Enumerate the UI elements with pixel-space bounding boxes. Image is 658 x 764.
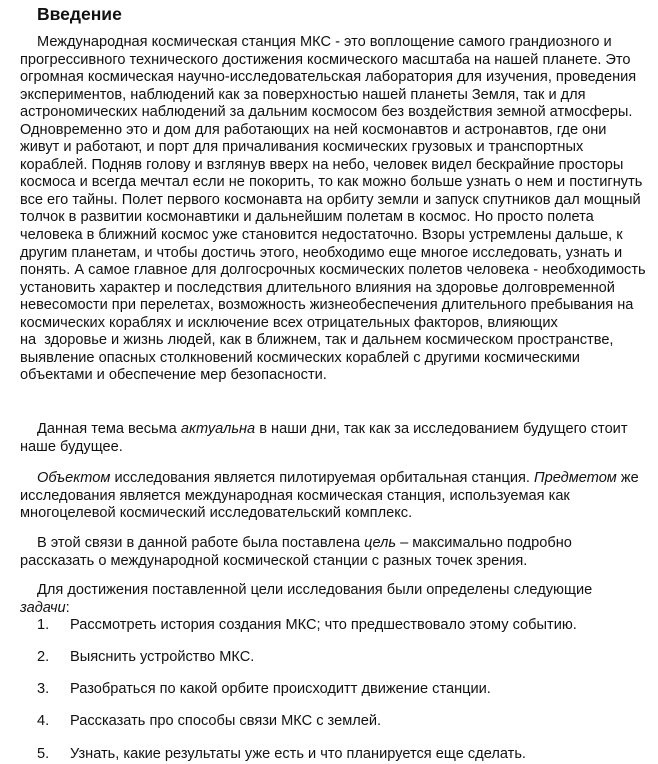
- text-line: Одновременно это и дом для работающих на ней космонавтов и астронавтов, где они: [20, 121, 607, 138]
- task-item-2: [37, 649, 254, 667]
- text-line: невесомости при перелетах, возможность жизнеобеспечения длительного пребывания на: [20, 297, 634, 314]
- text-line: [20, 488, 658, 506]
- text-segment: же: [616, 470, 639, 486]
- text-line: огромная космическая научно-исследовательская лаборатория для изучения, проведения: [20, 69, 637, 86]
- text-line: все его тайны. Полет первого космонавта на орбиту земли и запуск спутников дал мощный: [20, 191, 641, 208]
- emphasis-text: Объектом: [37, 470, 111, 486]
- text-segment: рассказать о международной космической станции с разных точек зрения.: [20, 552, 528, 569]
- text-line: [20, 553, 658, 571]
- task-text: Рассмотреть история создания МКС; что предшествовало этому событию.: [70, 617, 577, 633]
- task-number: 5.: [37, 746, 50, 762]
- text-line: прогрессивного технического достижения космического масштаба на нашей планете. Это: [20, 51, 631, 68]
- text-segment: Для достижения поставленной цели исследования были определены следующие: [37, 582, 593, 598]
- task-number: 1.: [37, 617, 50, 633]
- task-number: 3.: [37, 681, 50, 697]
- text-segment: исследования является пилотируемая орбитальная станция.: [110, 470, 535, 486]
- text-segment: Данная тема весьма: [37, 421, 181, 437]
- emphasis-text: Предметом: [534, 470, 617, 486]
- text-line: [20, 439, 658, 457]
- text-line: кораблей. Подняв голову и взглянув вверх на небо, человек видел бескрайние просторы: [20, 156, 624, 173]
- text-segment: наше будущее.: [20, 438, 123, 455]
- emphasis-text: актуальна: [180, 421, 256, 437]
- task-item-4: [37, 713, 381, 731]
- task-item-3: [37, 681, 491, 699]
- text-segment: :: [65, 599, 70, 616]
- text-line: объектами и обеспечение мер безопасности.: [20, 367, 327, 384]
- text-line: [20, 505, 658, 523]
- text-line: установить характер и последствия длительного влияния на здоровье долговременной: [20, 279, 615, 296]
- task-item-5: [37, 746, 526, 764]
- text-segment: исследования является международная космическая станция, используемая как: [20, 487, 570, 504]
- emphasis-text: цель: [364, 535, 397, 551]
- task-text: Рассказать про способы связи МКС с землей.: [70, 713, 382, 729]
- text-line: [20, 421, 658, 439]
- text-line: [20, 582, 658, 600]
- text-line: Международная космическая станция МКС - это воплощение самого грандиозного и: [37, 34, 612, 50]
- text-segment: – максимально подробно: [396, 535, 572, 551]
- text-line: выявление опасных столкновений космических кораблей с другими космическими: [20, 349, 580, 366]
- section-heading: Введение: [37, 4, 122, 24]
- task-item-1: [37, 617, 577, 635]
- text-line: понять. А самое главное для долгосрочных космических полетов человека - необходимость: [20, 262, 646, 279]
- text-line: [20, 470, 658, 488]
- text-segment: в наши дни, так как за исследованием будущего стоит: [255, 421, 628, 437]
- intro-paragraph: [20, 34, 658, 385]
- goal-paragraph: [20, 535, 658, 570]
- text-line: толчок в развитии космонавтики и дальнейшим полетам в космос. Но просто полета: [20, 209, 594, 226]
- task-number: 2.: [37, 649, 50, 665]
- text-segment: В этой связи в данной работе была поставлена: [37, 535, 365, 551]
- text-line: на здоровье и жизнь людей, как в ближнем, так и дальнем космическом пространстве,: [20, 332, 614, 349]
- text-segment: многоцелевой космический исследовательский комплекс.: [20, 505, 413, 522]
- text-line: экспериментов, наблюдений как за поверхностью нашей планеты Земля, так и для: [20, 86, 586, 103]
- text-line: космических кораблях и исключение всех отрицательных факторов, влияющих: [20, 314, 558, 331]
- text-line: живут и работают, и порт для причаливания космических грузовых и транспортных: [20, 139, 584, 156]
- task-text: Узнать, какие результаты уже есть и что планируется еще сделать.: [70, 746, 526, 762]
- text-line: [20, 535, 658, 553]
- text-line: человека в ближний космос уже становится недостаточно. Взоры устремлены дальше, к: [20, 227, 623, 244]
- text-line: другим планетам, и чтобы достичь этого, необходимо еще многое исследовать, узнать и: [20, 244, 623, 261]
- text-line: [20, 600, 658, 618]
- relevance-paragraph: [20, 421, 658, 456]
- text-line: космоса и всегда мечтал если не покорить, то как можно больше узнать о нем и постигнуть: [20, 174, 643, 191]
- text-line: астрономических наблюдений за дальним космосом без воздействия земной атмосферы.: [20, 104, 633, 121]
- task-number: 4.: [37, 713, 50, 729]
- object-paragraph: [20, 470, 658, 523]
- task-text: Разобраться по какой орбите происходитт движение станции.: [70, 681, 491, 697]
- emphasis-text: задачи: [20, 599, 66, 616]
- task-text: Выяснить устройство МКС.: [70, 649, 255, 665]
- tasks-intro-paragraph: [20, 582, 658, 617]
